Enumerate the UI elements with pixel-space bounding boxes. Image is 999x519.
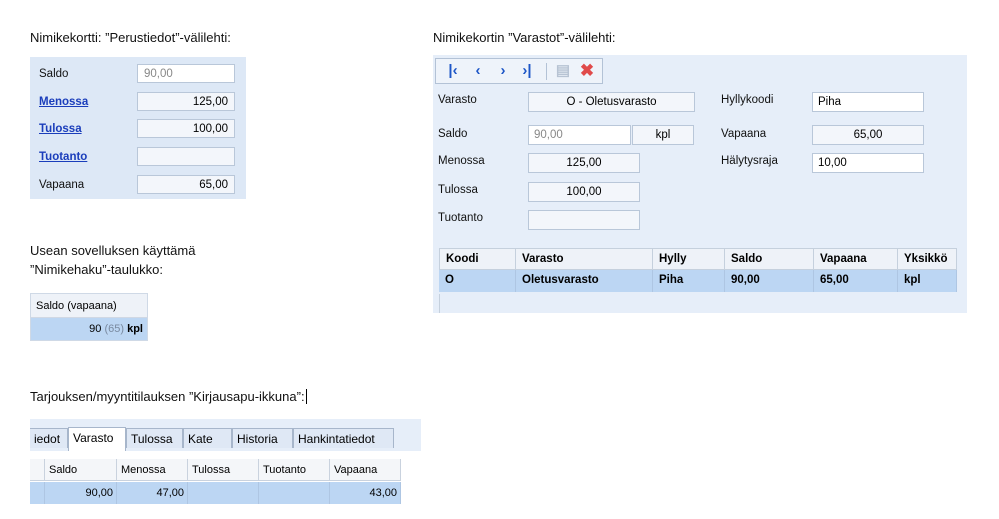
- cell-saldo[interactable]: 90,00: [45, 482, 117, 504]
- text-cursor: [306, 389, 307, 404]
- tulossa-field: 100,00: [137, 119, 235, 138]
- column-header-koodi[interactable]: Koodi: [439, 248, 516, 270]
- kirjausapu-panel: [30, 419, 421, 507]
- toolbar-separator: [546, 63, 547, 80]
- tab-perustiedot[interactable]: iedot: [30, 428, 68, 448]
- tuotanto-field: [137, 147, 235, 166]
- halytysraja-field[interactable]: 10,00: [812, 153, 924, 173]
- column-header-hylly[interactable]: Hylly: [653, 248, 725, 270]
- tab-tulossa[interactable]: Tulossa: [126, 428, 183, 448]
- tuotanto-link[interactable]: Tuotanto: [39, 151, 88, 163]
- tab-kate[interactable]: Kate: [183, 428, 232, 448]
- unit-value: kpl: [127, 323, 143, 335]
- row-tuotanto: [30, 147, 246, 169]
- label-tulossa: Tulossa: [438, 184, 478, 196]
- column-header-saldo[interactable]: Saldo: [725, 248, 814, 270]
- varasto-field[interactable]: O - Oletusvarasto: [528, 92, 695, 112]
- row-tulossa: [30, 119, 246, 141]
- label-tuotanto: Tuotanto: [438, 212, 483, 224]
- label-vapaana: Vapaana: [721, 128, 767, 140]
- cell-vapaana[interactable]: 43,00: [330, 482, 401, 504]
- menossa-field: 125,00: [137, 92, 235, 111]
- free-value: (65): [104, 323, 125, 335]
- column-header-saldo[interactable]: Saldo: [45, 459, 117, 481]
- label-saldo: Saldo: [39, 68, 69, 80]
- saldo-unit-field: kpl: [632, 125, 694, 145]
- caption-nimikehaku-line2: ”Nimikehaku”-taulukko:: [30, 262, 163, 277]
- hyllykoodi-field[interactable]: Piha: [812, 92, 924, 112]
- label-menossa: Menossa: [438, 155, 485, 167]
- label-vapaana: Vapaana: [39, 179, 85, 191]
- perustiedot-panel: [30, 57, 246, 199]
- column-header-vapaana[interactable]: Vapaana: [814, 248, 898, 270]
- caption-perustiedot: Nimikekortti: ”Perustiedot”-välilehti:: [30, 30, 231, 45]
- caption-nimikehaku-line1: Usean sovelluksen käyttämä: [30, 243, 196, 258]
- cell-tulossa[interactable]: [188, 482, 259, 504]
- column-header-menossa[interactable]: Menossa: [117, 459, 188, 481]
- row-selector[interactable]: [30, 482, 45, 504]
- column-header-yksikko[interactable]: Yksikkö: [898, 248, 957, 270]
- column-header-varasto[interactable]: Varasto: [516, 248, 653, 270]
- label-saldo: Saldo: [438, 128, 468, 140]
- label-varasto: Varasto: [438, 94, 477, 106]
- cell-tuotanto[interactable]: [259, 482, 330, 504]
- delete-icon[interactable]: ✖: [579, 61, 595, 80]
- label-hyllykoodi: Hyllykoodi: [721, 94, 774, 106]
- toolbar: [435, 58, 603, 84]
- first-icon[interactable]: |‹: [448, 62, 458, 79]
- new-doc-icon[interactable]: ▤: [555, 62, 571, 79]
- nimikehaku-table: [30, 293, 148, 341]
- table-cell-saldo[interactable]: [31, 318, 147, 340]
- varastot-panel: [433, 55, 967, 313]
- caption-kirjausapu-text: Tarjouksen/myyntitilauksen ”Kirjausapu-ikkuna”:: [30, 389, 305, 404]
- saldo-value: 90: [89, 323, 102, 335]
- vapaana-field: 65,00: [812, 125, 924, 145]
- column-header-tulossa[interactable]: Tulossa: [188, 459, 259, 481]
- tab-bar: [30, 419, 421, 451]
- column-header-vapaana[interactable]: Vapaana: [330, 459, 401, 481]
- kirjausapu-grid: [30, 459, 401, 505]
- cell-menossa[interactable]: 47,00: [117, 482, 188, 504]
- last-icon[interactable]: ›|: [522, 62, 532, 79]
- column-header-tuotanto[interactable]: Tuotanto: [259, 459, 330, 481]
- row-header-corner: [30, 459, 45, 481]
- caption-kirjausapu: [30, 389, 307, 404]
- column-header-saldo-vapaana[interactable]: Saldo (vapaana): [31, 294, 147, 318]
- varasto-form: [433, 87, 967, 247]
- vapaana-field: 65,00: [137, 175, 235, 194]
- menossa-link[interactable]: Menossa: [39, 96, 89, 108]
- tuotanto-field: [528, 210, 640, 230]
- cell-vapaana[interactable]: 65,00: [814, 270, 898, 292]
- cell-saldo[interactable]: 90,00: [725, 270, 814, 292]
- cell-varasto[interactable]: Oletusvarasto: [516, 270, 653, 292]
- tab-historia[interactable]: Historia: [232, 428, 293, 448]
- next-icon[interactable]: ›: [500, 62, 506, 79]
- tulossa-field: 100,00: [528, 182, 640, 202]
- varasto-table: [439, 248, 957, 294]
- cell-yksikko[interactable]: kpl: [898, 270, 957, 292]
- cell-hylly[interactable]: Piha: [653, 270, 725, 292]
- label-halytysraja: Hälytysraja: [721, 155, 778, 167]
- menossa-field: 125,00: [528, 153, 640, 173]
- tab-hankintatiedot[interactable]: Hankintatiedot: [293, 428, 394, 448]
- prev-icon[interactable]: ‹: [475, 62, 481, 79]
- tulossa-link[interactable]: Tulossa: [39, 123, 82, 135]
- row-saldo: [30, 64, 246, 86]
- saldo-field[interactable]: 90,00: [137, 64, 235, 83]
- row-vapaana: [30, 175, 246, 197]
- table-border: [439, 294, 440, 313]
- tab-varasto[interactable]: Varasto: [68, 427, 126, 451]
- saldo-field[interactable]: 90,00: [528, 125, 631, 145]
- caption-varastot: Nimikekortin ”Varastot”-välilehti:: [433, 30, 616, 45]
- cell-koodi[interactable]: O: [439, 270, 516, 292]
- row-menossa: [30, 92, 246, 114]
